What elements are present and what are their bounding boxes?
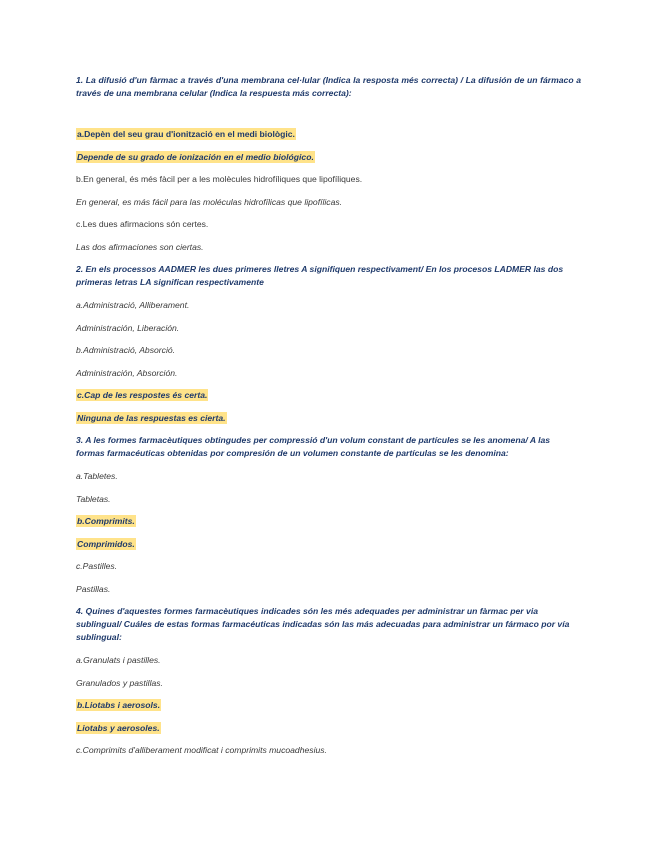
question-1-option-b-es: En general, es más fácil para las moléculas hidrofílicas que lipofílicas. bbox=[76, 196, 343, 207]
question-4-option-a-ca: a.Granulats i pastilles. bbox=[76, 655, 161, 665]
question-3-option-c-es: Pastillas. bbox=[76, 583, 111, 594]
question-3-option-a-ca: a.Tabletes. bbox=[76, 471, 118, 481]
question-2-option-a-ca: a.Administració, Alliberament. bbox=[76, 300, 190, 310]
document-page bbox=[76, 74, 581, 767]
question-3-option-c-ca: c.Pastilles. bbox=[76, 561, 118, 571]
question-2-option-c-ca bbox=[76, 389, 581, 401]
question-4-option-b-es bbox=[76, 722, 581, 734]
question-4-option-a-es: Granulados y pastillas. bbox=[76, 677, 163, 688]
question-2-option-b-ca: b.Administració, Absorció. bbox=[76, 345, 176, 355]
answer-highlight: Liotabs y aerosoles. bbox=[77, 722, 160, 733]
question-4-option-b-ca bbox=[76, 699, 581, 711]
answer-highlight: b.Comprimits. bbox=[77, 516, 135, 526]
question-2-text: 2. En els processos AADMER les dues primeres lletres A signifiquen respectivament/ En los procesos LADMER las dos primeras letras LA significan respectivamente bbox=[76, 264, 564, 287]
question-2-option-b-es: Administración, Absorción. bbox=[76, 367, 178, 378]
question-1-option-c-es: Las dos afirmaciones son ciertas. bbox=[76, 241, 204, 252]
question-3-option-b-ca bbox=[76, 515, 581, 527]
question-3-text: 3. A les formes farmacèutiques obtingudes per compressió d'un volum constant de partícules se les anomena/ A las formas farmacéuticas obtenidas por compresión de un volumen constante de partículas se les denomina: bbox=[76, 435, 551, 458]
question-3-option-a-es: Tabletas. bbox=[76, 493, 111, 504]
question-4-text: 4. Quines d'aquestes formes farmacèutiques indicades són les més adequades per administrar un fàrmac per via sublingual/ Cuáles de estas formas farmacéuticas indicadas són las más adecuadas para administrar un fármaco por vía sublingual: bbox=[76, 606, 570, 642]
answer-highlight: Comprimidos. bbox=[77, 538, 135, 549]
question-1-option-c-ca: c.Les dues afirmacions són certes. bbox=[76, 219, 209, 229]
question-1-option-b-ca: b.En general, és més fàcil per a les molècules hidrofíliques que lipofíliques. bbox=[76, 174, 363, 184]
answer-highlight: Depende de su grado de ionización en el medio biológico. bbox=[77, 151, 314, 162]
question-2-option-a-es: Administración, Liberación. bbox=[76, 322, 180, 333]
question-3-option-b-es bbox=[76, 538, 581, 550]
question-1-option-a-es bbox=[76, 151, 581, 163]
question-1-option-a-ca bbox=[76, 128, 581, 140]
answer-highlight: Ninguna de las respuestas es cierta. bbox=[77, 412, 226, 423]
question-2-option-c-es bbox=[76, 412, 581, 424]
answer-highlight: c.Cap de les respostes és certa. bbox=[77, 390, 208, 400]
question-1-text: 1. La difusió d'un fàrmac a través d'una membrana cel·lular (Indica la resposta més correcta) / La difusión de un fármaco a través de una membrana celular (Indica la respuesta más correcta): bbox=[76, 75, 581, 98]
answer-highlight: b.Liotabs i aerosols. bbox=[77, 700, 161, 710]
answer-highlight: a.Depèn del seu grau d'ionització en el medi biològic. bbox=[77, 129, 295, 139]
question-4-option-c-ca: c.Comprimits d'alliberament modificat i comprimits mucoadhesius. bbox=[76, 745, 327, 755]
